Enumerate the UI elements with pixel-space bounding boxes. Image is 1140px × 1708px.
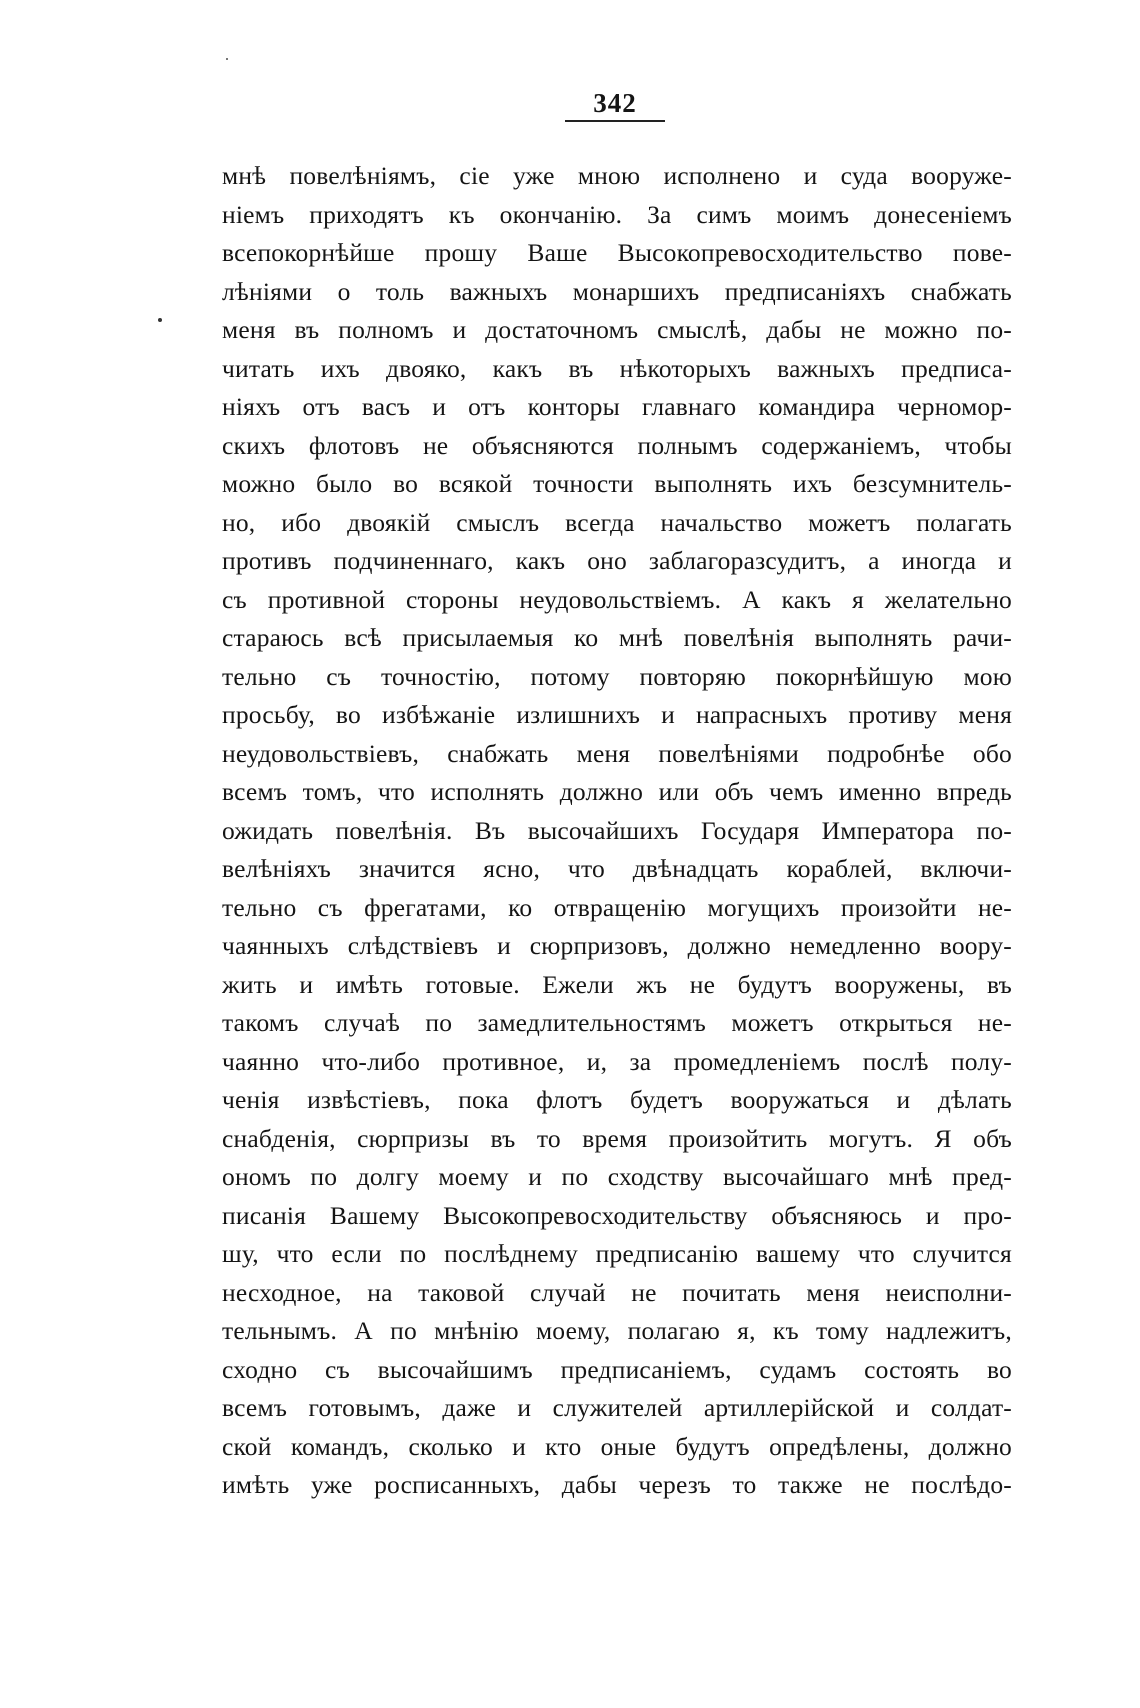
text-line: имѣть уже росписанныхъ, дабы черезъ то также не послѣдо- xyxy=(222,1470,1012,1499)
text-line: ской командъ, сколько и кто оные будутъ опредѣлены, должно xyxy=(222,1431,1012,1461)
paper-speck xyxy=(226,58,228,60)
text-line: шу, что если по послѣднему предписанію вашему что случится xyxy=(222,1239,1012,1268)
text-line: писанія Вашему Высокопревосходительству объясняюсь и про- xyxy=(222,1200,1012,1230)
text-line: тельнымъ. А по мнѣнію моему, полагаю я, къ тому надлежитъ, xyxy=(222,1316,1012,1345)
margin-mark xyxy=(158,318,162,322)
text-line: стараюсь всѣ присылаемыя ко мнѣ повелѣнія выполнять рачи- xyxy=(222,623,1012,652)
text-line: ченія извѣстіевъ, пока флотъ будетъ вооружаться и дѣлать xyxy=(222,1085,1012,1114)
text-line: такомъ случаѣ по замедлительностямъ можетъ открыться не- xyxy=(222,1008,1012,1037)
text-line: можно было во всякой точности выполнять ихъ безсумнитель- xyxy=(222,469,1012,498)
text-line: чаянныхъ слѣдствіевъ и сюрпризовъ, должно немедленно воору- xyxy=(222,931,1012,960)
page-number: 342 xyxy=(593,88,637,118)
text-line: неудовольствіевъ, снабжать меня повелѣніями подробнѣе обо xyxy=(222,738,1012,768)
text-line: мнѣ повелѣніямъ, сіе уже мною исполнено и суда вооруже- xyxy=(222,161,1012,190)
body-text xyxy=(222,157,1012,1505)
text-line: но, ибо двоякій смыслъ всегда начальство можетъ полагать xyxy=(222,507,1012,537)
text-line: лѣніями о толь важныхъ монаршихъ предписаніяхъ снабжать xyxy=(222,276,1012,306)
text-line: ожидать повелѣнія. Въ высочайшихъ Государя Императора по- xyxy=(222,815,1012,845)
text-line: съ противной стороны неудовольствіемъ. А какъ я желательно xyxy=(222,584,1012,614)
text-line: читать ихъ двояко, какъ въ нѣкоторыхъ важныхъ предписа- xyxy=(222,353,1012,383)
text-line: тельно съ точностію, потому повторяю покорнѣйшую мою xyxy=(222,661,1012,691)
text-line: несходное, на таковой случай не почитать меня неисполни- xyxy=(222,1277,1012,1307)
text-line: сходно съ высочайшимъ предписаніемъ, судамъ состоять во xyxy=(222,1354,1012,1384)
text-line: просьбу, во избѣжаніе излишнихъ и напрасныхъ противу меня xyxy=(222,700,1012,729)
text-line: чаянно что-либо противное, и, за промедленіемъ послѣ полу- xyxy=(222,1046,1012,1076)
text-line: всепокорнѣйше прошу Ваше Высокопревосходительство пове- xyxy=(222,238,1012,267)
text-line: противъ подчиненнаго, какъ оно заблагоразсудитъ, а иногда и xyxy=(222,546,1012,575)
text-line: жить и имѣть готовые. Ежели жъ не будутъ вооружены, въ xyxy=(222,969,1012,999)
text-line: тельно съ фрегатами, ко отвращенію могущихъ произойти не- xyxy=(222,892,1012,922)
page-number-rule xyxy=(565,120,665,122)
text-line: снабденія, сюрпризы въ то время произойтить могутъ. Я объ xyxy=(222,1123,1012,1153)
text-line: ніяхъ отъ васъ и отъ конторы главнаго командира черномор- xyxy=(222,392,1012,421)
text-line: ономъ по долгу моему и по сходству высочайшаго мнѣ пред- xyxy=(222,1162,1012,1191)
text-line: велѣніяхъ значится ясно, что двѣнадцать кораблей, включи- xyxy=(222,854,1012,883)
text-line: меня въ полномъ и достаточномъ смыслѣ, дабы не можно по- xyxy=(222,315,1012,344)
text-line: скихъ флотовъ не объясняются полнымъ содержаніемъ, чтобы xyxy=(222,430,1012,460)
text-line: ніемъ приходятъ къ окончанію. За симъ моимъ донесеніемъ xyxy=(222,199,1012,229)
text-line: всемъ готовымъ, даже и служителей артиллерійской и солдат- xyxy=(222,1393,1012,1422)
page-header xyxy=(560,88,670,122)
text-line: всемъ томъ, что исполнять должно или объ чемъ именно впредь xyxy=(222,777,1012,806)
